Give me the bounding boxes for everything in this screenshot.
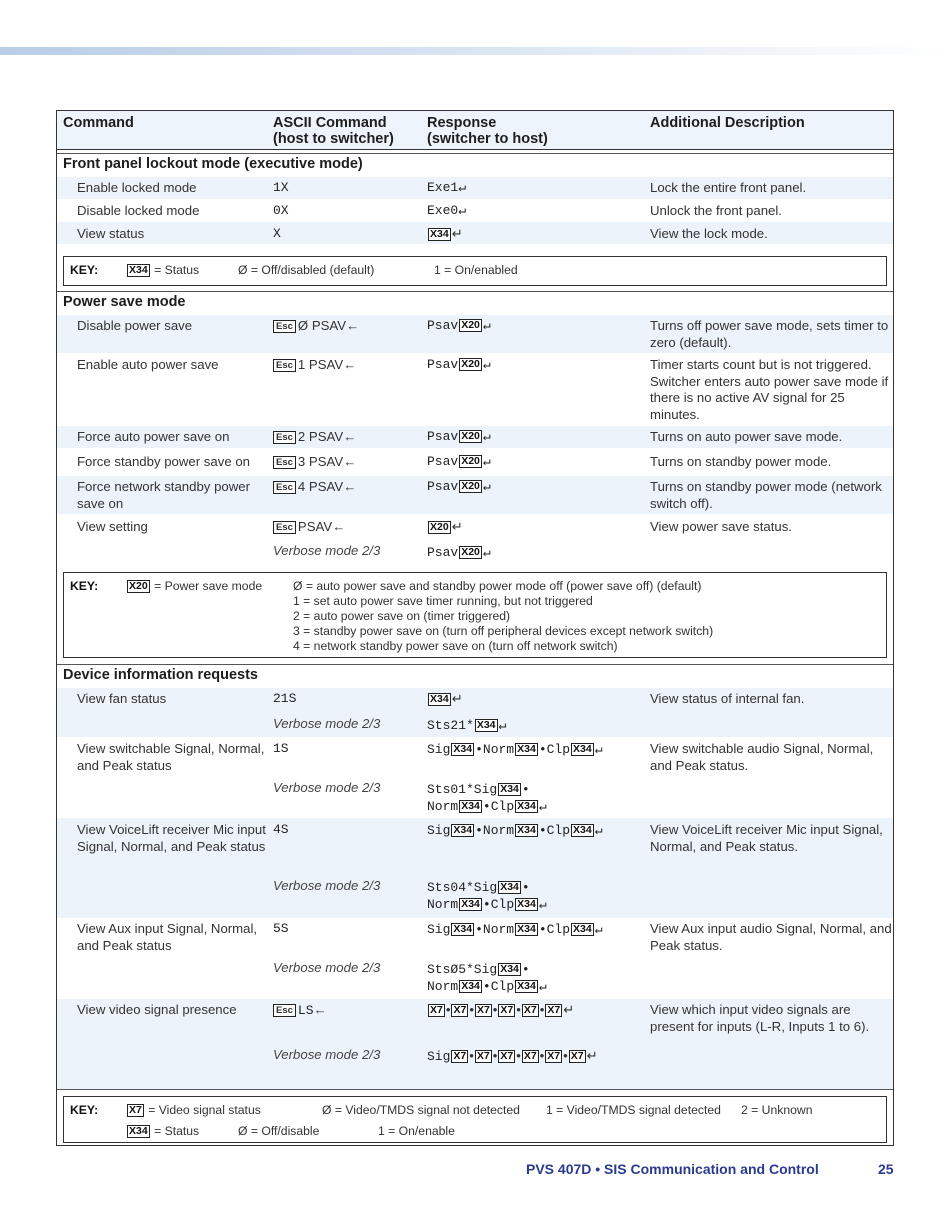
resp-aux: Sig X34 •Norm X34 •Clp X34 ↵ xyxy=(427,922,603,937)
key-box-power-save xyxy=(63,572,887,658)
resp2-view-setting: Psav X20 ↵ xyxy=(427,545,491,560)
section-divider xyxy=(57,291,893,292)
key-x20: X20 = Power save mode xyxy=(129,579,263,593)
arrow-icon: ← xyxy=(343,357,357,372)
key-off-disable: Ø = Off/disable xyxy=(238,1124,320,1138)
enter-icon: ↵ xyxy=(451,226,463,241)
enter-icon: ↵ xyxy=(482,545,491,560)
key-label: KEY: xyxy=(70,1103,99,1117)
ascii-view-setting: Esc PSAV← xyxy=(273,519,345,536)
desc-disable-power-save: Turns off power save mode, sets timer to zero (default). xyxy=(650,318,889,350)
header-response: Response (switcher to host) xyxy=(427,115,548,147)
enter-icon: ↵ xyxy=(594,742,603,757)
key-label: KEY: xyxy=(70,263,99,277)
ascii-enable-locked: 1X xyxy=(273,180,289,195)
cmd-force-auto: Force auto power save on xyxy=(77,429,230,444)
enter-icon: ↵ xyxy=(538,798,547,814)
cmd-view-status: View status xyxy=(77,226,145,241)
verbose-voicelift: Verbose mode 2/3 xyxy=(273,878,381,893)
cmd-disable-locked: Disable locked mode xyxy=(77,203,200,218)
resp-disable-power-save: Psav X20 ↵ xyxy=(427,318,491,333)
esc-key-icon: Esc xyxy=(273,1004,296,1017)
key-ps-4: 4 = network standby power save on (turn off network switch) xyxy=(293,639,618,653)
resp-force-auto: Psav X20 ↵ xyxy=(427,429,491,444)
verbose-view-setting: Verbose mode 2/3 xyxy=(273,543,381,558)
esc-key-icon: Esc xyxy=(273,359,296,372)
resp2-fan: Sts21* X34 ↵ xyxy=(427,718,507,733)
header-gradient-bar xyxy=(0,47,950,55)
verbose-fan: Verbose mode 2/3 xyxy=(273,716,381,731)
resp2-video: Sig X7 • X7 • X7 • X7 • X7 • X7 ↵ xyxy=(427,1048,598,1064)
section-divider xyxy=(57,1089,893,1090)
resp-force-network-standby: Psav X20 ↵ xyxy=(427,479,491,494)
enter-icon: ↵ xyxy=(563,1002,575,1017)
resp-enable-locked: Exe1↵ xyxy=(427,180,467,195)
esc-key-icon: Esc xyxy=(273,456,296,469)
desc-disable-locked: Unlock the front panel. xyxy=(650,203,782,218)
resp-force-standby: Psav X20 ↵ xyxy=(427,454,491,469)
key-on: 1 = On/enabled xyxy=(434,263,518,277)
section-title-power-save: Power save mode xyxy=(63,294,186,310)
resp2-aux: StsØ5*Sig X34 • Norm X34 •Clp X34 ↵ xyxy=(427,962,547,994)
verbose-switchable: Verbose mode 2/3 xyxy=(273,780,381,795)
key-ps-1: 1 = set auto power save timer running, but not triggered xyxy=(293,594,593,608)
cmd-voicelift: View VoiceLift receiver Mic input Signal, Normal, and Peak status xyxy=(77,822,266,854)
enter-icon: ↵ xyxy=(451,519,463,534)
desc-view-setting: View power save status. xyxy=(650,519,792,534)
ascii-view-status: X xyxy=(273,226,281,241)
command-table xyxy=(56,110,894,1146)
ascii-disable-locked: 0X xyxy=(273,203,289,218)
resp-switchable: Sig X34 •Norm X34 •Clp X34 ↵ xyxy=(427,742,603,757)
desc-view-status: View the lock mode. xyxy=(650,226,768,241)
enter-icon: ↵ xyxy=(482,479,491,494)
enter-icon: ↵ xyxy=(594,823,603,838)
cmd-view-setting: View setting xyxy=(77,519,148,534)
ascii-voicelift: 4S xyxy=(273,822,289,837)
enter-icon: ↵ xyxy=(586,1048,598,1063)
resp-disable-locked: Exe0↵ xyxy=(427,203,467,218)
section-title-lockout: Front panel lockout mode (executive mode) xyxy=(63,156,363,172)
resp2-switchable: Sts01*Sig X34 • Norm X34 •Clp X34 ↵ xyxy=(427,782,547,814)
verbose-aux: Verbose mode 2/3 xyxy=(273,960,381,975)
arrow-icon: ← xyxy=(332,519,346,534)
enter-icon: ↵ xyxy=(458,180,467,195)
enter-icon: ↵ xyxy=(482,318,491,333)
ascii-enable-auto-power-save: Esc 1 PSAV← xyxy=(273,357,356,374)
desc-enable-auto-power-save: Timer starts count but is not triggered. Switcher enters auto power save mode if there is no active AV signal for 25 minutes. xyxy=(650,357,889,422)
enter-icon: ↵ xyxy=(451,691,463,706)
header-description: Additional Description xyxy=(650,115,805,131)
key-ps-3: 3 = standby power save on (turn off peripheral devices except network switch) xyxy=(293,624,714,638)
enter-icon: ↵ xyxy=(498,718,507,733)
ascii-force-standby: Esc 3 PSAV← xyxy=(273,454,356,471)
arrow-icon: ← xyxy=(343,454,357,469)
arrow-icon: ← xyxy=(313,1002,327,1017)
header-divider xyxy=(57,153,893,154)
header-command: Command xyxy=(63,115,134,131)
esc-key-icon: Esc xyxy=(273,320,296,333)
key-not-detected: Ø = Video/TMDS signal not detected xyxy=(322,1103,520,1117)
enter-icon: ↵ xyxy=(538,896,547,912)
arrow-icon: ← xyxy=(346,318,360,333)
enter-icon: ↵ xyxy=(458,203,467,218)
resp-voicelift: Sig X34 •Norm X34 •Clp X34 ↵ xyxy=(427,823,603,838)
desc-video: View which input video signals are present for inputs (L-R, Inputs 1 to 6). xyxy=(650,1002,870,1034)
footer-title: PVS 407D • SIS Communication and Control xyxy=(526,1161,819,1177)
key-x7: X7 = Video signal status xyxy=(129,1103,261,1117)
ascii-force-network-standby: Esc 4 PSAV← xyxy=(273,479,356,496)
ascii-fan: 21S xyxy=(273,691,297,706)
key-ps-2: 2 = auto power save on (timer triggered) xyxy=(293,609,511,623)
cmd-force-network-standby: Force network standby power save on xyxy=(77,479,250,511)
arrow-icon: ← xyxy=(343,429,357,444)
header-ascii: ASCII Command (host to switcher) xyxy=(273,115,394,147)
ascii-switchable: 1S xyxy=(273,741,289,756)
page-number: 25 xyxy=(878,1161,894,1177)
cmd-enable-locked: Enable locked mode xyxy=(77,180,197,195)
section-divider xyxy=(57,664,893,665)
verbose-video: Verbose mode 2/3 xyxy=(273,1047,381,1062)
key-off: Ø = Off/disabled (default) xyxy=(238,263,375,277)
section-title-device-info: Device information requests xyxy=(63,667,258,683)
desc-force-standby: Turns on standby power mode. xyxy=(650,454,832,469)
key-x34: X34 = Status xyxy=(129,263,200,277)
esc-key-icon: Esc xyxy=(273,431,296,444)
ascii-force-auto: Esc 2 PSAV← xyxy=(273,429,356,446)
enter-icon: ↵ xyxy=(538,978,547,994)
resp-view-status: X34 ↵ xyxy=(430,226,463,241)
ascii-video: Esc LS← xyxy=(273,1002,327,1020)
arrow-icon: ← xyxy=(343,479,357,494)
resp-fan: X34 ↵ xyxy=(430,691,463,706)
key-x34: X34 = Status xyxy=(129,1124,200,1138)
desc-force-network-standby: Turns on standby power mode (network switch off). xyxy=(650,479,882,511)
key-ps-0: Ø = auto power save and standby power mode off (power save off) (default) xyxy=(293,579,702,593)
key-detected: 1 = Video/TMDS signal detected xyxy=(546,1103,721,1117)
table-header xyxy=(57,111,893,150)
cmd-disable-power-save: Disable power save xyxy=(77,318,193,333)
key-box-lockout xyxy=(63,256,887,286)
cmd-video: View video signal presence xyxy=(77,1002,237,1017)
desc-enable-locked: Lock the entire front panel. xyxy=(650,180,807,195)
desc-voicelift: View VoiceLift receiver Mic input Signal, Normal, and Peak status. xyxy=(650,822,883,854)
desc-aux: View Aux input audio Signal, Normal, and Peak status. xyxy=(650,921,892,953)
key-box-device-info xyxy=(63,1096,887,1143)
cmd-enable-auto-power-save: Enable auto power save xyxy=(77,357,219,372)
cmd-aux: View Aux input Signal, Normal, and Peak status xyxy=(77,921,258,953)
resp-enable-auto-power-save: Psav X20 ↵ xyxy=(427,357,491,372)
cmd-switchable: View switchable Signal, Normal, and Peak status xyxy=(77,741,265,773)
key-label: KEY: xyxy=(70,579,99,593)
enter-icon: ↵ xyxy=(594,922,603,937)
ascii-disable-power-save: Esc Ø PSAV← xyxy=(273,318,359,335)
ascii-aux: 5S xyxy=(273,921,289,936)
esc-key-icon: Esc xyxy=(273,481,296,494)
enter-icon: ↵ xyxy=(482,454,491,469)
cmd-force-standby: Force standby power save on xyxy=(77,454,250,469)
desc-switchable: View switchable audio Signal, Normal, and Peak status. xyxy=(650,741,874,773)
desc-fan: View status of internal fan. xyxy=(650,691,805,706)
desc-force-auto: Turns on auto power save mode. xyxy=(650,429,843,444)
enter-icon: ↵ xyxy=(482,357,491,372)
key-unknown: 2 = Unknown xyxy=(741,1103,813,1117)
key-on-enable: 1 = On/enable xyxy=(378,1124,455,1138)
resp2-voicelift: Sts04*Sig X34 • Norm X34 •Clp X34 ↵ xyxy=(427,880,547,912)
resp-video: X7 • X7 • X7 • X7 • X7 • X7 ↵ xyxy=(430,1002,575,1017)
cmd-fan: View fan status xyxy=(77,691,167,706)
resp-view-setting: X20 ↵ xyxy=(430,519,463,534)
enter-icon: ↵ xyxy=(482,429,491,444)
esc-key-icon: Esc xyxy=(273,521,296,534)
